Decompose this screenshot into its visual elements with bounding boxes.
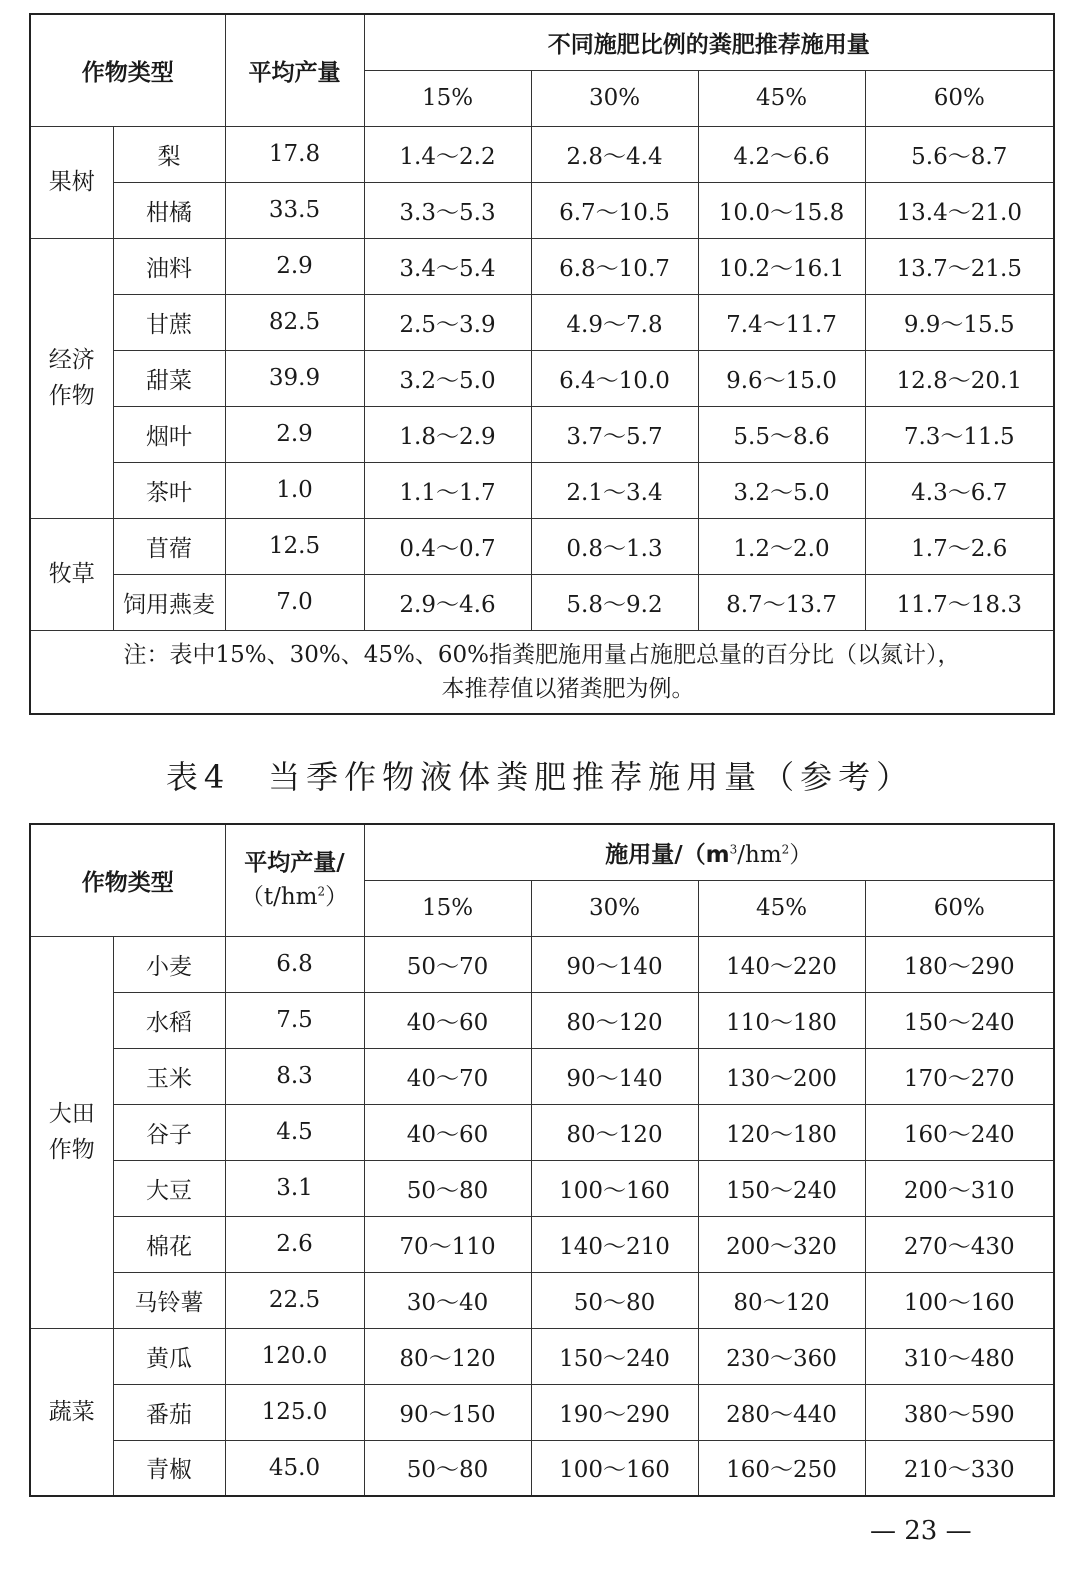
- crop-name: 青椒: [113, 1440, 225, 1496]
- average-yield-value: 4.5: [225, 1104, 364, 1160]
- recommended-amount: 70～110: [364, 1216, 531, 1272]
- recommended-amount: 3.2～5.0: [364, 350, 531, 406]
- recommended-amount: 80～120: [364, 1328, 531, 1384]
- recommended-amount: 150～240: [698, 1160, 865, 1216]
- group-label: 果树: [30, 126, 113, 238]
- table3-body: [30, 126, 1054, 630]
- group-label: 牧草: [30, 518, 113, 630]
- header-amount-title: 施用量$/(m^3/hm^2)$: [364, 824, 1054, 880]
- recommended-amount: 90～150: [364, 1384, 531, 1440]
- recommended-amount: 230～360: [698, 1328, 865, 1384]
- recommended-amount: 160～250: [698, 1440, 865, 1496]
- header-ratio-title: 不同施肥比例的粪肥推荐施用量: [364, 14, 1054, 70]
- average-yield-value: 12.5: [225, 518, 364, 574]
- crop-name: 水稻: [113, 992, 225, 1048]
- recommended-amount: 80～120: [531, 1104, 698, 1160]
- header-ratio-60: 60%: [865, 880, 1054, 936]
- manure-table-solid: [29, 13, 1055, 715]
- recommended-amount: 1.1～1.7: [364, 462, 531, 518]
- recommended-amount: 90～140: [531, 1048, 698, 1104]
- table-caption: 表4 当季作物液体粪肥推荐施用量（参考）: [165, 758, 915, 796]
- header-crop-type: 作物类型: [30, 14, 225, 126]
- average-yield-value: 6.8: [225, 936, 364, 992]
- recommended-amount: 200～310: [865, 1160, 1054, 1216]
- average-yield-value: 82.5: [225, 294, 364, 350]
- recommended-amount: 1.8～2.9: [364, 406, 531, 462]
- recommended-amount: 2.5～3.9: [364, 294, 531, 350]
- recommended-amount: 270～430: [865, 1216, 1054, 1272]
- recommended-amount: 310～480: [865, 1328, 1054, 1384]
- recommended-amount: 120～180: [698, 1104, 865, 1160]
- average-yield-value: 120.0: [225, 1328, 364, 1384]
- table-row: [30, 182, 1054, 238]
- average-yield-value: 1.0: [225, 462, 364, 518]
- table4-body: [30, 936, 1054, 1496]
- table-row: [30, 992, 1054, 1048]
- table-row: [30, 1160, 1054, 1216]
- recommended-amount: 3.2～5.0: [698, 462, 865, 518]
- recommended-amount: 130～200: [698, 1048, 865, 1104]
- recommended-amount: 110～180: [698, 992, 865, 1048]
- table-row: [30, 1272, 1054, 1328]
- average-yield-value: 8.3: [225, 1048, 364, 1104]
- recommended-amount: 90～140: [531, 936, 698, 992]
- average-yield-value: 7.5: [225, 992, 364, 1048]
- recommended-amount: 30～40: [364, 1272, 531, 1328]
- recommended-amount: 3.3～5.3: [364, 182, 531, 238]
- crop-name: 玉米: [113, 1048, 225, 1104]
- average-yield-value: 2.9: [225, 406, 364, 462]
- average-yield-value: 39.9: [225, 350, 364, 406]
- recommended-amount: 40～60: [364, 992, 531, 1048]
- average-yield-value: 3.1: [225, 1160, 364, 1216]
- recommended-amount: 150～240: [531, 1328, 698, 1384]
- table-row: [30, 406, 1054, 462]
- table-row: [30, 462, 1054, 518]
- recommended-amount: 13.7～21.5: [865, 238, 1054, 294]
- crop-name: 饲用燕麦: [113, 574, 225, 630]
- header-ratio-60: 60%: [865, 70, 1054, 126]
- recommended-amount: 100～160: [531, 1440, 698, 1496]
- header-ratio-15: 15%: [364, 70, 531, 126]
- crop-name: 梨: [113, 126, 225, 182]
- recommended-amount: 50～70: [364, 936, 531, 992]
- recommended-amount: 4.2～6.6: [698, 126, 865, 182]
- recommended-amount: 6.8～10.7: [531, 238, 698, 294]
- recommended-amount: 3.7～5.7: [531, 406, 698, 462]
- recommended-amount: 3.4～5.4: [364, 238, 531, 294]
- crop-name: 马铃薯: [113, 1272, 225, 1328]
- table-row: [30, 1216, 1054, 1272]
- recommended-amount: 280～440: [698, 1384, 865, 1440]
- recommended-amount: 5.8～9.2: [531, 574, 698, 630]
- table-row: [30, 1328, 1054, 1384]
- header-ratio-45: 45%: [698, 70, 865, 126]
- recommended-amount: 50～80: [364, 1440, 531, 1496]
- recommended-amount: 80～120: [698, 1272, 865, 1328]
- recommended-amount: 10.0～15.8: [698, 182, 865, 238]
- table-row: [30, 238, 1054, 294]
- header-average-yield: [225, 824, 364, 936]
- recommended-amount: 210～330: [865, 1440, 1054, 1496]
- recommended-amount: 4.9～7.8: [531, 294, 698, 350]
- header-ratio-30: 30%: [531, 70, 698, 126]
- average-yield-value: 2.6: [225, 1216, 364, 1272]
- recommended-amount: 5.5～8.6: [698, 406, 865, 462]
- table-note: [30, 630, 1054, 714]
- recommended-amount: 0.4～0.7: [364, 518, 531, 574]
- recommended-amount: 200～320: [698, 1216, 865, 1272]
- table-row: [30, 1440, 1054, 1496]
- recommended-amount: 7.3～11.5: [865, 406, 1054, 462]
- average-yield-value: 17.8: [225, 126, 364, 182]
- table-row: [30, 1104, 1054, 1160]
- crop-name: 甘蔗: [113, 294, 225, 350]
- table-row: [30, 1048, 1054, 1104]
- table-row: [30, 574, 1054, 630]
- header-yield-unit: $(t/hm^2)$: [240, 884, 349, 911]
- recommended-amount: 2.9～4.6: [364, 574, 531, 630]
- manure-table-liquid: [29, 823, 1055, 1497]
- crop-name: 小麦: [113, 936, 225, 992]
- recommended-amount: 140～210: [531, 1216, 698, 1272]
- crop-name: 油料: [113, 238, 225, 294]
- table-row: [30, 350, 1054, 406]
- average-yield-value: 7.0: [225, 574, 364, 630]
- table-row: [30, 518, 1054, 574]
- recommended-amount: 140～220: [698, 936, 865, 992]
- header-ratio-15: 15%: [364, 880, 531, 936]
- recommended-amount: 50～80: [364, 1160, 531, 1216]
- group-label: 蔬菜: [30, 1328, 113, 1496]
- group-label: 大田作物: [30, 936, 113, 1328]
- recommended-amount: 7.4～11.7: [698, 294, 865, 350]
- recommended-amount: 12.8～20.1: [865, 350, 1054, 406]
- recommended-amount: 100～160: [531, 1160, 698, 1216]
- crop-name: 苜蓿: [113, 518, 225, 574]
- header-ratio-30: 30%: [531, 880, 698, 936]
- crop-name: 烟叶: [113, 406, 225, 462]
- recommended-amount: 10.2～16.1: [698, 238, 865, 294]
- note-line-1: 注：表中15%、30%、45%、60%指粪肥施用量占施肥总量的百分比（以氮计），: [123, 641, 961, 668]
- recommended-amount: 2.1～3.4: [531, 462, 698, 518]
- crop-name: 柑橘: [113, 182, 225, 238]
- table-row: [30, 936, 1054, 992]
- crop-name: 谷子: [113, 1104, 225, 1160]
- header-average-yield: 平均产量: [225, 14, 364, 126]
- table-row: [30, 126, 1054, 182]
- recommended-amount: 180～290: [865, 936, 1054, 992]
- recommended-amount: 40～60: [364, 1104, 531, 1160]
- recommended-amount: 6.4～10.0: [531, 350, 698, 406]
- recommended-amount: 1.7～2.6: [865, 518, 1054, 574]
- group-label: 经济作物: [30, 238, 113, 518]
- recommended-amount: 100～160: [865, 1272, 1054, 1328]
- average-yield-value: 33.5: [225, 182, 364, 238]
- crop-name: 大豆: [113, 1160, 225, 1216]
- table-row: [30, 1384, 1054, 1440]
- recommended-amount: 1.2～2.0: [698, 518, 865, 574]
- recommended-amount: 150～240: [865, 992, 1054, 1048]
- recommended-amount: 4.3～6.7: [865, 462, 1054, 518]
- header-crop-type: 作物类型: [30, 824, 225, 936]
- crop-name: 棉花: [113, 1216, 225, 1272]
- crop-name: 番茄: [113, 1384, 225, 1440]
- average-yield-value: 125.0: [225, 1384, 364, 1440]
- table-row: [30, 294, 1054, 350]
- recommended-amount: 9.6～15.0: [698, 350, 865, 406]
- crop-name: 茶叶: [113, 462, 225, 518]
- recommended-amount: 2.8～4.4: [531, 126, 698, 182]
- crop-name: 黄瓜: [113, 1328, 225, 1384]
- recommended-amount: 170～270: [865, 1048, 1054, 1104]
- crop-name: 甜菜: [113, 350, 225, 406]
- recommended-amount: 380～590: [865, 1384, 1054, 1440]
- recommended-amount: 6.7～10.5: [531, 182, 698, 238]
- page-number: — 23 —: [870, 1516, 972, 1546]
- recommended-amount: 5.6～8.7: [865, 126, 1054, 182]
- note-line-2: 本推荐值以猪粪肥为例。: [441, 675, 695, 702]
- recommended-amount: 11.7～18.3: [865, 574, 1054, 630]
- recommended-amount: 9.9～15.5: [865, 294, 1054, 350]
- recommended-amount: 1.4～2.2: [364, 126, 531, 182]
- header-yield-label: 平均产量/: [244, 850, 345, 877]
- recommended-amount: 80～120: [531, 992, 698, 1048]
- recommended-amount: 40～70: [364, 1048, 531, 1104]
- recommended-amount: 13.4～21.0: [865, 182, 1054, 238]
- average-yield-value: 2.9: [225, 238, 364, 294]
- recommended-amount: 190～290: [531, 1384, 698, 1440]
- average-yield-value: 22.5: [225, 1272, 364, 1328]
- average-yield-value: 45.0: [225, 1440, 364, 1496]
- recommended-amount: 160～240: [865, 1104, 1054, 1160]
- recommended-amount: 8.7～13.7: [698, 574, 865, 630]
- recommended-amount: 0.8～1.3: [531, 518, 698, 574]
- recommended-amount: 50～80: [531, 1272, 698, 1328]
- header-ratio-45: 45%: [698, 880, 865, 936]
